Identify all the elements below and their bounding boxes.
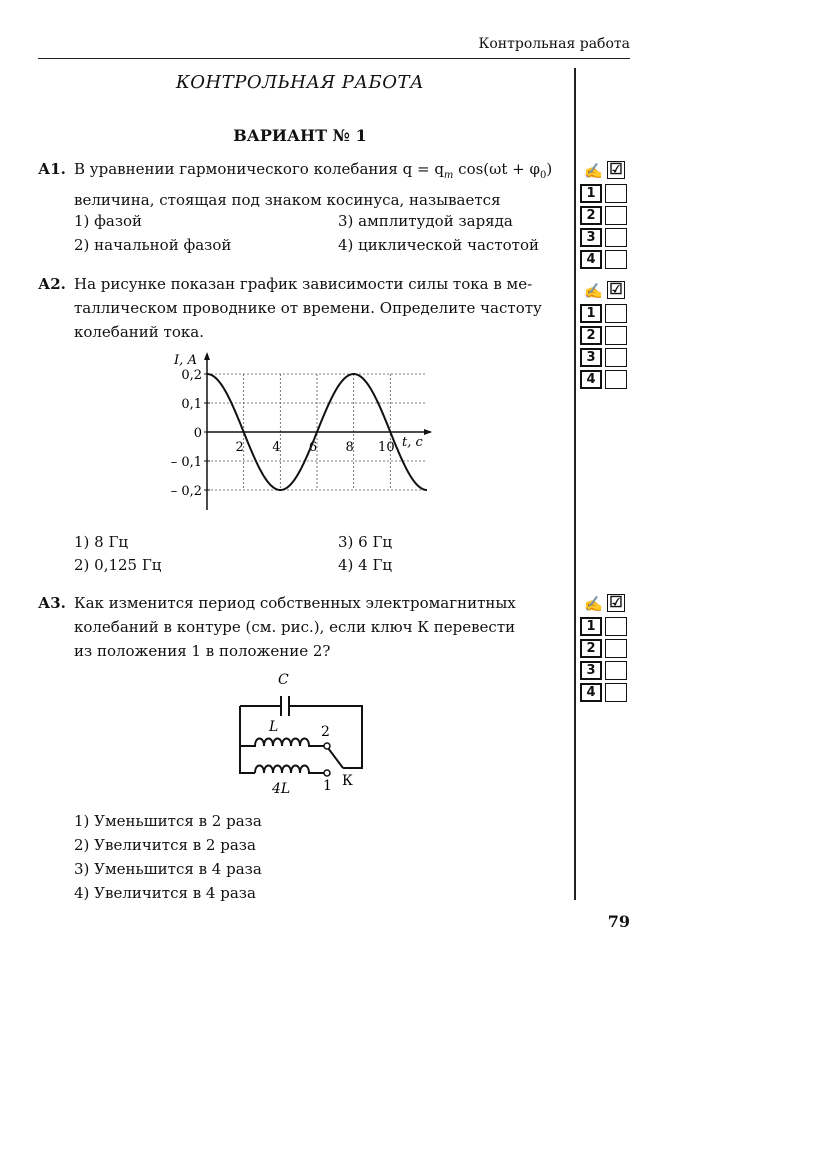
running-header: Контрольная работа: [478, 36, 630, 52]
answer-number: 4: [580, 250, 602, 269]
lc-circuit-diagram: [225, 668, 385, 798]
answer-box: [580, 160, 630, 270]
formula-subscript: m: [443, 170, 454, 181]
question-number: А3.: [38, 594, 66, 612]
answer-number: 1: [580, 617, 602, 636]
option: 4) 4 Гц: [338, 556, 393, 574]
option: 4) циклической частотой: [338, 236, 539, 254]
checkbox-icon: ☑: [607, 281, 625, 299]
option: 1) Уменьшится в 2 раза: [74, 812, 262, 830]
x-tick-label: 4: [272, 440, 281, 455]
question-text: [74, 157, 569, 212]
y-tick-label: 0,2: [181, 368, 202, 383]
answer-number: 4: [580, 370, 602, 389]
contact-2: [324, 743, 330, 749]
answer-number: 2: [580, 326, 602, 345]
answer-cell[interactable]: [605, 661, 627, 680]
key-label: К: [342, 773, 353, 789]
pencil-icon: ✍: [584, 282, 603, 300]
answer-cell[interactable]: [605, 617, 627, 636]
answer-box: [580, 593, 630, 703]
y-axis-arrow: [204, 352, 210, 360]
answer-cell[interactable]: [605, 683, 627, 702]
capacitor-label: C: [278, 672, 289, 688]
option: 4) Увеличится в 4 раза: [74, 884, 256, 902]
y-tick-label: – 0,1: [170, 455, 202, 470]
option: 1) 8 Гц: [74, 533, 129, 551]
option: 2) 0,125 Гц: [74, 556, 162, 574]
x-tick-label: 8: [345, 440, 354, 455]
formula-part: cos(ωt + φ: [453, 160, 541, 178]
answer-cell[interactable]: [605, 304, 627, 323]
page-title: КОНТРОЛЬНАЯ РАБОТА: [175, 72, 425, 93]
option: 1) фазой: [74, 212, 143, 230]
y-axis-label: I, А: [174, 353, 198, 368]
answer-number: 3: [580, 348, 602, 367]
x-tick-label: 2: [235, 440, 244, 455]
coil-l-label: L: [269, 719, 279, 735]
option: 2) начальной фазой: [74, 236, 232, 254]
x-axis-label: t, с: [402, 435, 423, 450]
y-tick-label: – 0,2: [170, 484, 202, 499]
checkbox-icon: ☑: [607, 161, 625, 179]
answer-cell[interactable]: [605, 348, 627, 367]
circuit-wire: [240, 706, 362, 768]
current-time-chart: [150, 348, 450, 518]
answer-cell[interactable]: [605, 206, 627, 225]
pencil-icon: ✍: [584, 595, 603, 613]
header-rule: [38, 58, 630, 59]
answer-cell[interactable]: [605, 250, 627, 269]
question-line: На рисунке показан график зависимости силы тока в ме-: [74, 275, 533, 293]
answer-cell[interactable]: [605, 228, 627, 247]
answer-number: 1: [580, 184, 602, 203]
y-tick-label: 0,1: [181, 397, 202, 412]
inductor-coil-l: [240, 739, 325, 747]
circuit-wire: [240, 706, 255, 773]
coil-4l-label: 4L: [272, 781, 291, 797]
formula-part: ): [546, 160, 553, 178]
checkbox-icon: ☑: [607, 594, 625, 612]
question-line: таллическом проводнике от времени. Определите частоту: [74, 299, 542, 317]
pencil-icon: ✍: [584, 162, 603, 180]
question-line: из положения 1 в положение 2?: [74, 642, 331, 660]
question-line: колебаний в контуре (см. рис.), если ключ К перевести: [74, 618, 516, 636]
switch-lever: [328, 748, 343, 768]
y-tick-label: 0: [193, 426, 202, 441]
question-line: колебаний тока.: [74, 323, 204, 341]
inductor-coil-4l: [255, 766, 325, 774]
answer-cell[interactable]: [605, 184, 627, 203]
margin-rule: [574, 68, 576, 900]
x-tick-label: 6: [308, 440, 318, 455]
page-number: 79: [607, 912, 630, 931]
question-line: величина, стоящая под знаком косинуса, называется: [74, 191, 501, 209]
answer-cell[interactable]: [605, 639, 627, 658]
variant-heading: ВАРИАНТ № 1: [233, 126, 367, 145]
option: 3) Уменьшится в 4 раза: [74, 860, 262, 878]
option: 3) амплитудой заряда: [338, 212, 513, 230]
answer-number: 2: [580, 206, 602, 225]
x-axis-arrow: [424, 429, 432, 435]
contact-1: [324, 770, 330, 776]
question-text: [74, 272, 569, 344]
answer-cell[interactable]: [605, 326, 627, 345]
formula-subscript: 0: [540, 170, 547, 181]
answer-box: [580, 280, 630, 390]
x-tick-label: 10: [378, 440, 395, 455]
answer-number: 1: [580, 304, 602, 323]
question-number: А1.: [38, 160, 66, 178]
answer-number: 3: [580, 661, 602, 680]
position-2-label: 2: [321, 724, 330, 740]
question-line: В уравнении гармонического колебания q = q: [74, 160, 444, 178]
answer-cell[interactable]: [605, 370, 627, 389]
chart-ticks: [171, 368, 395, 499]
answer-number: 4: [580, 683, 602, 702]
question-text: [74, 591, 569, 663]
option: 3) 6 Гц: [338, 533, 393, 551]
question-number: А2.: [38, 275, 66, 293]
position-1-label: 1: [323, 778, 332, 794]
answer-number: 3: [580, 228, 602, 247]
option: 2) Увеличится в 2 раза: [74, 836, 256, 854]
answer-number: 2: [580, 639, 602, 658]
question-line: Как изменится период собственных электромагнитных: [74, 594, 516, 612]
